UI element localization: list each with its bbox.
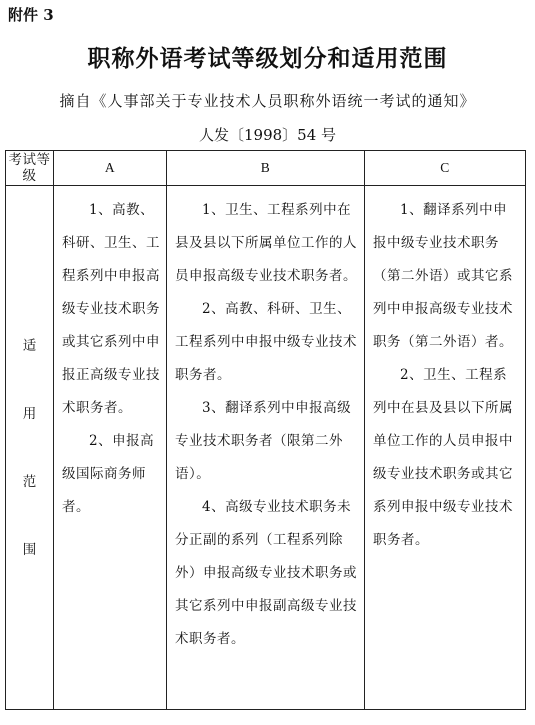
document-number: 人发〔1998〕54 号 (198, 126, 337, 144)
header-col-a: A (54, 151, 167, 186)
level-b-item-4: 4、高级专业技术职务未分正副的系列（工程系列除外）申报高级专业技术职务或其它系列中申报副高级专业技术职务者。 (175, 499, 357, 647)
row-label-text: 适用范围 (22, 337, 37, 558)
level-b-item-2: 2、高教、科研、卫生、工程系列中申报中级专业技术职务者。 (175, 301, 357, 383)
level-b-item-3: 3、翻译系列中申报高级专业技术职务者（限第二外语）。 (175, 400, 352, 482)
header-exam-level: 考试等级 (6, 151, 54, 186)
level-c-item-1: 1、翻译系列中申报中级专业技术职务（第二外语）或其它系列中申报高级专业技术职务（第二外语）者。 (373, 202, 513, 350)
header-col-b: B (167, 151, 365, 186)
attachment-label: 附件 3 (8, 6, 54, 24)
table-header-row (6, 151, 526, 186)
level-c-item-2: 2、卫生、工程系列中在县及县以下所属单位工作的人员申报中级专业技术职务或其它系列申报中级专业技术职务者。 (373, 367, 513, 548)
level-a-item-1: 1、高教、科研、卫生、工程系列中申报高级专业技术职务或其它系列中申报正高级专业技术职务者。 (62, 202, 160, 416)
cell-level-b (167, 186, 365, 710)
level-a-item-2: 2、申报高级国际商务师者。 (62, 433, 155, 515)
cell-level-a (54, 186, 167, 710)
source-citation: 摘自《人事部关于专业技术人员职称外语统一考试的通知》 (59, 92, 476, 110)
table-body-row (6, 186, 526, 710)
exam-level-table (5, 150, 526, 710)
row-label-scope (6, 186, 54, 710)
header-col-c: C (365, 151, 526, 186)
cell-level-c (365, 186, 526, 710)
document-title: 职称外语考试等级划分和适用范围 (87, 45, 448, 72)
level-b-item-1: 1、卫生、工程系列中在县及县以下所属单位工作的人员申报高级专业技术职务者。 (175, 202, 357, 284)
